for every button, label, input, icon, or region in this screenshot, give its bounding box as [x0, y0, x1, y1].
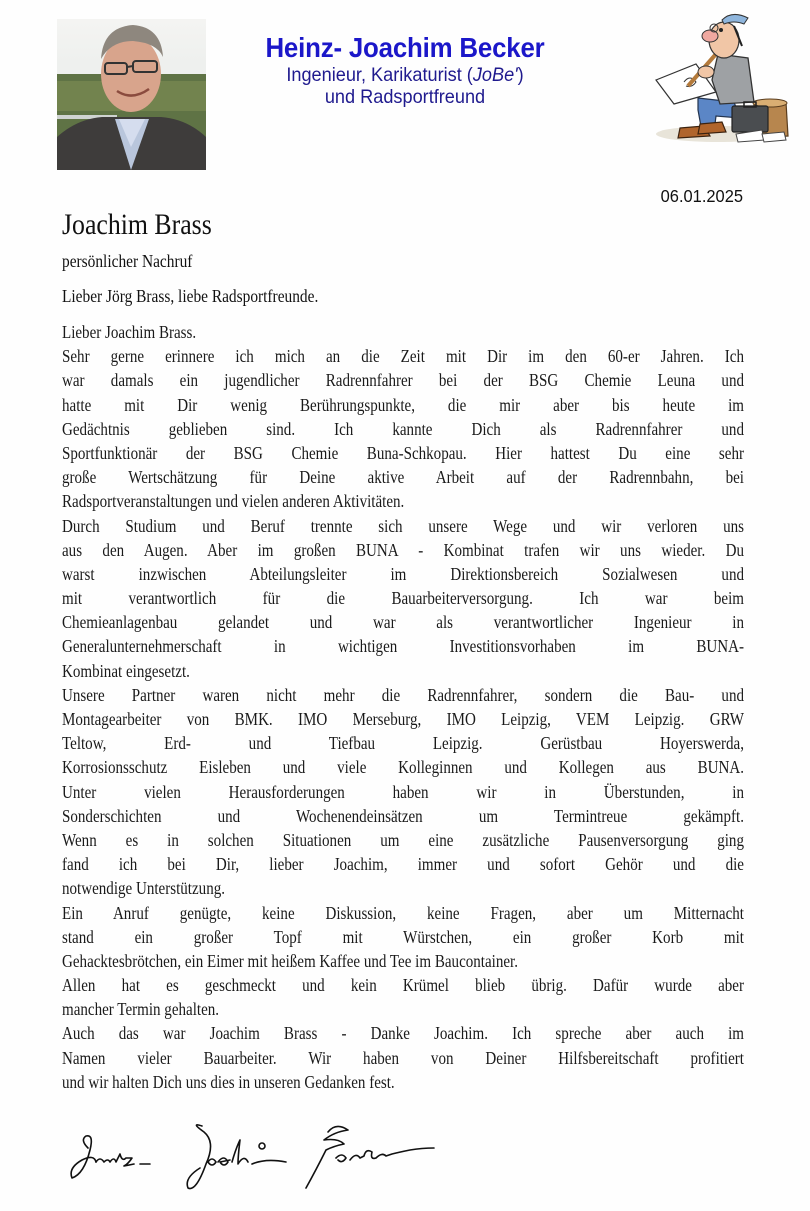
body-line-text: aus den Augen. Aber im großen BUNA - Kombinat trafen wir uns wieder. Du	[62, 539, 744, 560]
body-line-text: fand ich bei Dir, lieber Joachim, immer und sofort Gehör und die	[62, 854, 744, 875]
letter-date: 06.01.2025	[660, 186, 743, 206]
body-line-text: mancher Termin gehalten.	[62, 999, 220, 1020]
body-line	[62, 634, 744, 658]
body-line-text: Teltow, Erd- und Tiefbau Leipzig. Gerüstbau Hoyerswerda,	[62, 733, 744, 754]
author-name: Heinz- Joachim Becker	[265, 32, 545, 63]
body-line-text: Namen vieler Bauarbeiter. Wir haben von Deiner Hilfsbereitschaft profitiert	[62, 1047, 744, 1068]
body-line	[62, 538, 744, 562]
body-line	[62, 465, 744, 489]
body-line-text: notwendige Unterstützung.	[62, 878, 226, 899]
body-line-text: war damals ein jugendlicher Radrennfahrer bei der BSG Chemie Leuna und	[62, 370, 744, 391]
body-line-text: Generalunternehmerschaft in wichtigen Investitionsvorhaben im BUNA-	[62, 636, 744, 657]
body-line-text: Sonderschichten und Wochenendeinsätzen um Termintreue gekämpft.	[62, 805, 744, 826]
body-line-text: Unter vielen Herausforderungen haben wir in Überstunden, in	[62, 781, 744, 802]
body-line	[62, 610, 744, 634]
body-line-text: Unsere Partner waren nicht mehr die Radrennfahrer, sondern die Bau- und	[62, 684, 744, 705]
body-line	[62, 1046, 744, 1070]
body-line	[62, 731, 744, 755]
profession-text: Ingenieur, Karikaturist (	[286, 64, 473, 86]
body-line-text: Korrosionsschutz Eisleben und viele Kolleginnen und Kollegen aus BUNA.	[62, 757, 744, 778]
cartoon-drawing-icon	[636, 6, 800, 146]
body-line-text: Allen hat es geschmeckt und kein Krümel blieb übrig. Dafür wurde aber	[62, 975, 744, 996]
handwritten-signature	[66, 1118, 446, 1198]
body-line	[62, 901, 744, 925]
caricaturist-cartoon	[636, 6, 800, 146]
body-line	[62, 586, 744, 610]
obituary-body	[62, 320, 744, 1094]
body-line	[62, 707, 744, 731]
body-line	[62, 368, 744, 392]
body-line-text: Montagearbeiter von BMK. IMO Merseburg, IMO Leipzig, VEM Leipzig. GRW	[62, 709, 744, 729]
author-profession	[224, 64, 587, 86]
body-line	[62, 852, 744, 876]
body-line	[62, 997, 744, 1021]
pen-name: JoBe'	[472, 64, 518, 86]
body-line	[62, 659, 744, 683]
body-line-text: Sehr gerne erinnere ich mich an die Zeit mit Dir im den 60-er Jahren. Ich	[62, 346, 744, 367]
body-line-text: Chemieanlagenbau gelandet und war als verantwortlicher Ingenieur in	[62, 612, 744, 633]
salutation: Lieber Jörg Brass, liebe Radsportfreunde.	[62, 286, 319, 306]
obituary-subtitle: persönlicher Nachruf	[62, 251, 193, 271]
body-line	[62, 925, 744, 949]
body-line	[62, 514, 744, 538]
body-line	[62, 417, 744, 441]
body-line-text: Lieber Joachim Brass.	[62, 322, 197, 342]
author-header	[210, 32, 600, 108]
body-line	[62, 949, 744, 973]
profession-close-paren: )	[517, 64, 524, 86]
body-line-text: Auch das war Joachim Brass - Danke Joachim. Ich spreche aber auch im	[62, 1023, 744, 1044]
body-line	[62, 562, 744, 586]
body-line-text: Durch Studium und Beruf trennte sich unsere Wege und wir verloren uns	[62, 515, 744, 536]
portrait-photo	[57, 19, 206, 170]
body-line	[62, 683, 744, 707]
body-line-text: Gehacktesbrötchen, ein Eimer mit heißem Kaffee und Tee im Baucontainer.	[62, 950, 519, 971]
body-line	[62, 828, 744, 852]
body-line	[62, 320, 744, 344]
author-hobby: und Radsportfreund	[324, 86, 486, 108]
body-line-text: Sportfunktionär der BSG Chemie Buna-Schkopau. Hier hattest Du eine sehr	[62, 442, 744, 463]
body-line	[62, 1070, 744, 1094]
body-line-text: große Wertschätzung für Deine aktive Arbeit auf der Radrennbahn, bei	[62, 467, 744, 488]
body-line-text: Gedächtnis geblieben sind. Ich kannte Dich als Radrennfahrer und	[62, 418, 744, 439]
body-line-text: Kombinat eingesetzt.	[62, 660, 190, 681]
body-line-text: warst inzwischen Abteilungsleiter im Direktionsbereich Sozialwesen und	[62, 563, 744, 584]
body-line	[62, 393, 744, 417]
body-line-text: mit verantwortlich für die Bauarbeiterversorgung. Ich war beim	[62, 588, 744, 609]
body-line	[62, 804, 744, 828]
portrait-photo-graphic	[57, 19, 206, 170]
body-line	[62, 344, 744, 368]
obituary-title: Joachim Brass	[62, 208, 212, 241]
body-line	[62, 755, 744, 779]
body-line-text: hatte mit Dir wenig Berührungspunkte, die mir aber bis heute im	[62, 394, 744, 415]
body-line	[62, 780, 744, 804]
body-line-text: Wenn es in solchen Situationen um eine zusätzliche Pausenversorgung ging	[62, 829, 744, 850]
body-line	[62, 973, 744, 997]
body-line-text: Radsportveranstaltungen und vielen anderen Aktivitäten.	[62, 491, 405, 512]
body-line	[62, 441, 744, 465]
signature-icon	[66, 1118, 446, 1198]
body-line-text: Ein Anruf genügte, keine Diskussion, keine Fragen, aber um Mitternacht	[62, 902, 744, 923]
body-line-text: und wir halten Dich uns dies in unseren Gedanken fest.	[62, 1071, 395, 1092]
body-line	[62, 1021, 744, 1045]
body-line	[62, 489, 744, 513]
body-line	[62, 876, 744, 900]
body-line-text: stand ein großer Topf mit Würstchen, ein großer Korb mit	[62, 926, 744, 947]
